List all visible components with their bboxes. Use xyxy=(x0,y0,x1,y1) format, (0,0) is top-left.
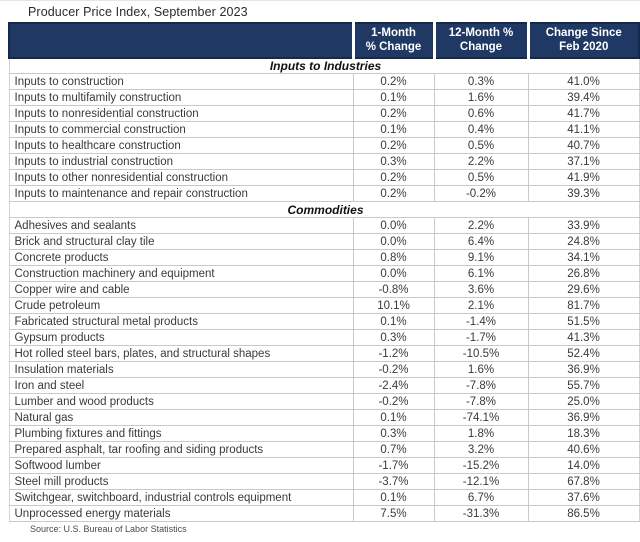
value-cell: 0.3% xyxy=(353,330,434,346)
value-cell: -10.5% xyxy=(434,346,528,362)
row-label-cell: Unprocessed energy materials xyxy=(9,506,353,522)
column-header-1-month xyxy=(353,23,434,58)
row-label-cell: Gypsum products xyxy=(9,330,353,346)
value-cell: 0.1% xyxy=(353,122,434,138)
value-cell: -0.8% xyxy=(353,282,434,298)
value-cell: 0.8% xyxy=(353,250,434,266)
value-cell: 0.2% xyxy=(353,186,434,202)
row-label-cell: Prepared asphalt, tar roofing and siding products xyxy=(9,442,353,458)
table-row xyxy=(9,506,639,522)
value-cell: 39.3% xyxy=(528,186,639,202)
value-cell: 14.0% xyxy=(528,458,639,474)
value-cell: 0.5% xyxy=(434,170,528,186)
value-cell: -1.2% xyxy=(353,346,434,362)
value-cell: 81.7% xyxy=(528,298,639,314)
value-cell: -1.4% xyxy=(434,314,528,330)
value-cell: 7.5% xyxy=(353,506,434,522)
value-cell: 39.4% xyxy=(528,90,639,106)
value-cell: 0.1% xyxy=(353,490,434,506)
value-cell: 55.7% xyxy=(528,378,639,394)
value-cell: 67.8% xyxy=(528,474,639,490)
row-label-cell: Inputs to nonresidential construction xyxy=(9,106,353,122)
value-cell: -0.2% xyxy=(353,394,434,410)
row-label-cell: Copper wire and cable xyxy=(9,282,353,298)
table-row xyxy=(9,250,639,266)
value-cell: -0.2% xyxy=(353,362,434,378)
row-label-cell: Plumbing fixtures and fittings xyxy=(9,426,353,442)
value-cell: 1.6% xyxy=(434,90,528,106)
value-cell: 6.7% xyxy=(434,490,528,506)
column-header-12-month xyxy=(434,23,528,58)
value-cell: -1.7% xyxy=(353,458,434,474)
table-row xyxy=(9,394,639,410)
value-cell: 2.2% xyxy=(434,218,528,234)
value-cell: 2.2% xyxy=(434,154,528,170)
value-cell: 0.2% xyxy=(353,106,434,122)
source-note: Source: U.S. Bureau of Labor Statistics xyxy=(30,524,187,535)
value-cell: 52.4% xyxy=(528,346,639,362)
table-row xyxy=(9,90,639,106)
table-row xyxy=(9,458,639,474)
table-row xyxy=(9,298,639,314)
column-header-change-since xyxy=(528,23,639,58)
table-row xyxy=(9,106,639,122)
value-cell: 86.5% xyxy=(528,506,639,522)
value-cell: 41.1% xyxy=(528,122,639,138)
table-row xyxy=(9,314,639,330)
section-header-label: Commodities xyxy=(9,202,639,218)
value-cell: 41.9% xyxy=(528,170,639,186)
column-header-line: Change xyxy=(459,41,503,54)
value-cell: 24.8% xyxy=(528,234,639,250)
value-cell: 1.6% xyxy=(434,362,528,378)
section-header-row xyxy=(9,202,639,218)
value-cell: 18.3% xyxy=(528,426,639,442)
value-cell: 0.0% xyxy=(353,266,434,282)
value-cell: 40.6% xyxy=(528,442,639,458)
value-cell: -1.7% xyxy=(434,330,528,346)
value-cell: -0.2% xyxy=(434,186,528,202)
table-row xyxy=(9,362,639,378)
table-row xyxy=(9,186,639,202)
table-body xyxy=(9,58,639,522)
row-label-cell: Crude petroleum xyxy=(9,298,353,314)
table-row xyxy=(9,170,639,186)
value-cell: 0.4% xyxy=(434,122,528,138)
table-row xyxy=(9,282,639,298)
table-row xyxy=(9,378,639,394)
value-cell: 3.2% xyxy=(434,442,528,458)
value-cell: 6.4% xyxy=(434,234,528,250)
value-cell: 0.3% xyxy=(434,74,528,90)
row-label-cell: Fabricated structural metal products xyxy=(9,314,353,330)
value-cell: 25.0% xyxy=(528,394,639,410)
row-label-cell: Brick and structural clay tile xyxy=(9,234,353,250)
value-cell: 34.1% xyxy=(528,250,639,266)
row-label-cell: Softwood lumber xyxy=(9,458,353,474)
value-cell: 0.2% xyxy=(353,170,434,186)
section-header-label: Inputs to Industries xyxy=(9,58,639,74)
row-label-cell: Concrete products xyxy=(9,250,353,266)
value-cell: 3.6% xyxy=(434,282,528,298)
row-label-cell: Inputs to healthcare construction xyxy=(9,138,353,154)
value-cell: 0.1% xyxy=(353,90,434,106)
value-cell: 0.0% xyxy=(353,218,434,234)
value-cell: 0.6% xyxy=(434,106,528,122)
value-cell: 0.3% xyxy=(353,426,434,442)
row-label-cell: Construction machinery and equipment xyxy=(9,266,353,282)
value-cell: 2.1% xyxy=(434,298,528,314)
row-label-cell: Inputs to maintenance and repair construction xyxy=(9,186,353,202)
value-cell: -74.1% xyxy=(434,410,528,426)
row-label-cell: Inputs to commercial construction xyxy=(9,122,353,138)
row-label-cell: Adhesives and sealants xyxy=(9,218,353,234)
table-row xyxy=(9,442,639,458)
value-cell: 0.5% xyxy=(434,138,528,154)
table-row xyxy=(9,122,639,138)
column-header-line: 12-Month % xyxy=(448,27,514,39)
value-cell: 0.2% xyxy=(353,74,434,90)
row-label-cell: Inputs to multifamily construction xyxy=(9,90,353,106)
table-header-row xyxy=(9,23,639,58)
value-cell: 41.7% xyxy=(528,106,639,122)
column-header-line: 1-Month xyxy=(371,27,416,39)
row-label-cell: Inputs to other nonresidential construction xyxy=(9,170,353,186)
table-row xyxy=(9,138,639,154)
value-cell: 6.1% xyxy=(434,266,528,282)
value-cell: 10.1% xyxy=(353,298,434,314)
value-cell: 36.9% xyxy=(528,410,639,426)
table-row xyxy=(9,234,639,250)
label-column-header xyxy=(9,23,353,58)
row-label-cell: Iron and steel xyxy=(9,378,353,394)
value-cell: -31.3% xyxy=(434,506,528,522)
column-header-line: Change Since xyxy=(545,27,622,39)
table-row xyxy=(9,218,639,234)
value-cell: -2.4% xyxy=(353,378,434,394)
table-row xyxy=(9,154,639,170)
value-cell: 0.3% xyxy=(353,154,434,170)
value-cell: 9.1% xyxy=(434,250,528,266)
row-label-cell: Natural gas xyxy=(9,410,353,426)
row-label-cell: Switchgear, switchboard, industrial controls equipment xyxy=(9,490,353,506)
row-label-cell: Inputs to industrial construction xyxy=(9,154,353,170)
value-cell: 37.6% xyxy=(528,490,639,506)
row-label-cell: Hot rolled steel bars, plates, and structural shapes xyxy=(9,346,353,362)
value-cell: -3.7% xyxy=(353,474,434,490)
value-cell: 36.9% xyxy=(528,362,639,378)
value-cell: 0.2% xyxy=(353,138,434,154)
ppi-table xyxy=(8,22,640,522)
value-cell: 0.1% xyxy=(353,314,434,330)
column-header-line: Feb 2020 xyxy=(559,41,609,54)
section-header-row xyxy=(9,58,639,74)
row-label-cell: Inputs to construction xyxy=(9,74,353,90)
table-row xyxy=(9,266,639,282)
column-header-line: % Change xyxy=(365,41,422,54)
value-cell: 41.0% xyxy=(528,74,639,90)
table-row xyxy=(9,346,639,362)
value-cell: 29.6% xyxy=(528,282,639,298)
value-cell: 0.0% xyxy=(353,234,434,250)
table-row xyxy=(9,410,639,426)
table-row xyxy=(9,330,639,346)
value-cell: 37.1% xyxy=(528,154,639,170)
page-title: Producer Price Index, September 2023 xyxy=(28,5,248,19)
table-row xyxy=(9,74,639,90)
value-cell: 26.8% xyxy=(528,266,639,282)
value-cell: 40.7% xyxy=(528,138,639,154)
row-label-cell: Lumber and wood products xyxy=(9,394,353,410)
value-cell: 0.1% xyxy=(353,410,434,426)
table-row xyxy=(9,426,639,442)
value-cell: -15.2% xyxy=(434,458,528,474)
row-label-cell: Insulation materials xyxy=(9,362,353,378)
value-cell: 41.3% xyxy=(528,330,639,346)
value-cell: -7.8% xyxy=(434,378,528,394)
value-cell: -7.8% xyxy=(434,394,528,410)
value-cell: 1.8% xyxy=(434,426,528,442)
value-cell: 51.5% xyxy=(528,314,639,330)
value-cell: 0.7% xyxy=(353,442,434,458)
table-row xyxy=(9,474,639,490)
value-cell: -12.1% xyxy=(434,474,528,490)
row-label-cell: Steel mill products xyxy=(9,474,353,490)
table-row xyxy=(9,490,639,506)
value-cell: 33.9% xyxy=(528,218,639,234)
